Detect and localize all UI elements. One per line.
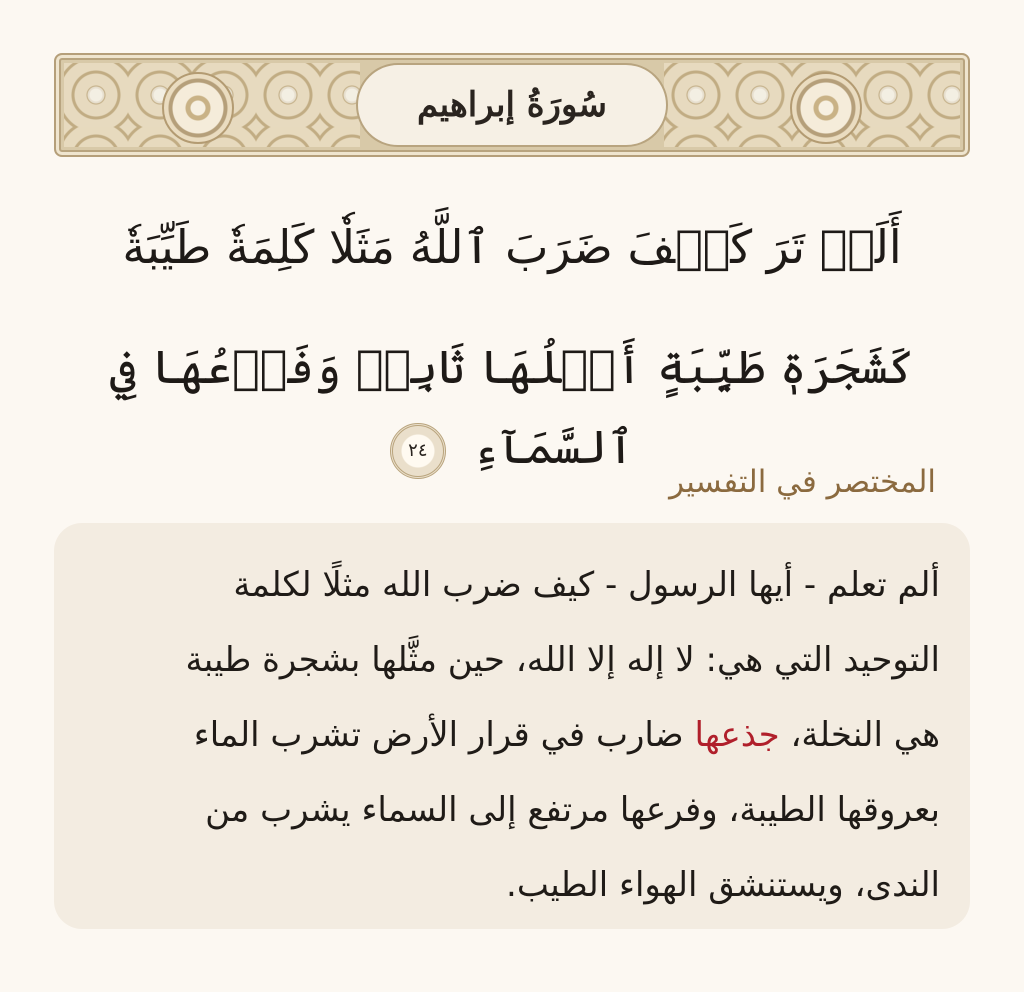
tafsir-line: الندى، ويستنشق الهواء الطيب. — [506, 865, 940, 905]
highlighted-word: جذعها — [694, 715, 780, 755]
tafsir-text — [140, 548, 940, 923]
flower-medallion-icon — [790, 72, 862, 144]
tafsir-line: التوحيد التي هي: لا إله إلا الله، حين مثَّلها بشجرة طيبة — [185, 640, 940, 680]
verse-line-2-text: كَشَجَرَةٖ طَيِّبَةٍ أَصۡلُهَا ثَابِتٞ وَفَرۡعُهَا فِي ٱلسَّمَآءِ — [109, 340, 915, 474]
flower-medallion-icon — [162, 72, 234, 144]
ayah-number-marker: ٢٤ — [390, 423, 446, 479]
tafsir-line-part: هي النخلة، — [779, 715, 940, 755]
section-title: المختصر في التفسير — [669, 464, 936, 500]
tafsir-line: بعروقها الطيبة، وفرعها مرتفع إلى السماء يشرب من — [205, 790, 940, 830]
verse-line-1: أَلَمۡ تَرَ كَيۡفَ ضَرَبَ ٱللَّهُ مَثَلٗا كَلِمَةٗ طَيِّبَةٗ — [122, 220, 902, 274]
tafsir-line — [140, 698, 940, 773]
surah-title-cartouche — [356, 63, 668, 147]
tafsir-line: ألم تعلم - أيها الرسول - كيف ضرب الله مثلًا لكلمة — [233, 565, 940, 605]
surah-name: سُورَةُ إبراهيم — [416, 85, 608, 125]
surah-header-banner — [54, 53, 970, 157]
tafsir-line-part: ضارب في قرار الأرض تشرب الماء — [193, 715, 695, 755]
verse-line-2 — [70, 327, 954, 487]
